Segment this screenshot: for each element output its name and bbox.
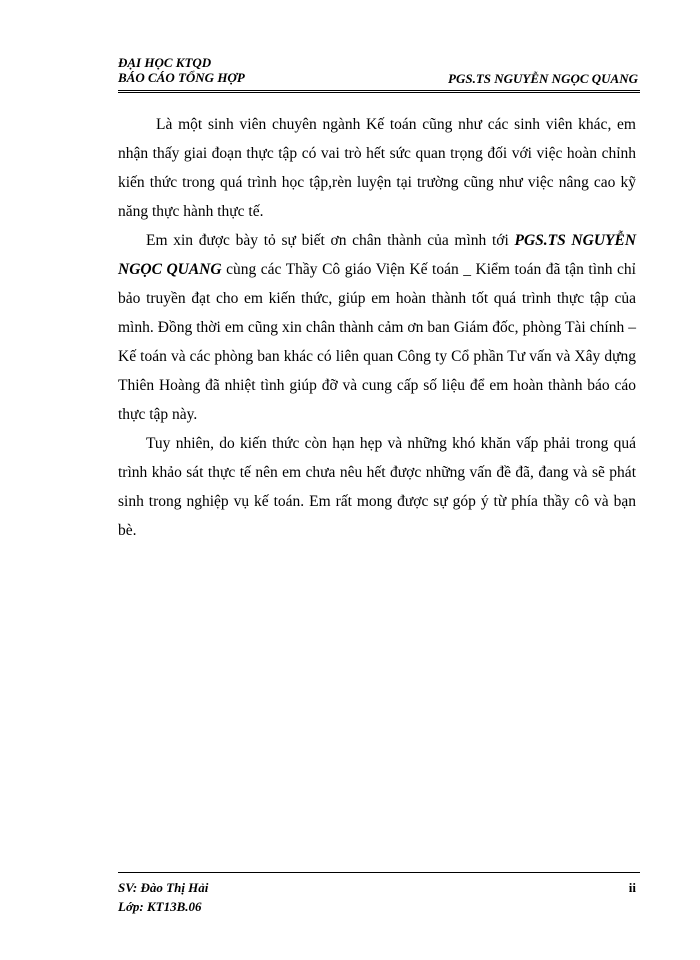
paragraph-2-intro: Em xin được bày tỏ sự biết ơn chân thành của mình tới: [146, 232, 509, 249]
header-rule: [118, 90, 640, 93]
paragraph-3: Tuy nhiên, do kiến thức còn hạn hẹp và những khó khăn vấp phải trong quá trình khảo sát thực tế nên em chưa nêu hết được những vấn đề đã, đang và sẽ phát sinh trong nghiệp vụ kế toán. Em rất mong được sự góp ý từ phía thầy cô và bạn bè.: [118, 435, 636, 539]
paragraph-1: Là một sinh viên chuyên ngành Kế toán cũng như các sinh viên khác, em nhận thấy giai đoạn thực tập có vai trò hết sức quan trọng đối với việc hoàn chỉnh kiến thức trong quá trình học tập,rèn luyện tại trường cũng như việc nâng cao kỹ năng thực hành thực tế.: [118, 116, 636, 220]
student-name: SV: Đào Thị Hải: [118, 880, 209, 895]
paragraph-2-rest: cùng các Thầy Cô giáo Viện Kế toán _ Kiểm toán đã tận tình chỉ bảo truyền đạt cho em kiến thức, giúp em hoàn thành tốt quá trình thực tập của mình. Đồng thời em cũng xin chân thành cảm ơn ban Giám đốc, phòng Tài chính – Kế toán và các phòng ban khác có liên quan Công ty Cổ phần Tư vấn và Xây dựng Thiên Hoàng đã nhiệt tình giúp đỡ và cung cấp số liệu để em hoàn thành báo cáo thực tập này.: [118, 261, 636, 423]
report-type: BÁO CÁO TỔNG HỢP: [118, 70, 245, 85]
acknowledgement-body: [118, 110, 636, 545]
page-footer: [118, 878, 640, 916]
page-number: ii: [628, 880, 636, 895]
advisor-name: PGS.TS NGUYỄN NGỌC QUANG: [448, 71, 638, 86]
footer-rule: [118, 872, 640, 873]
university-name: ĐẠI HỌC KTQD: [118, 55, 212, 70]
paragraph-2: [118, 226, 636, 429]
advisor-mention: PGS.TS NGUYỄN NGỌC QUANG: [118, 232, 637, 278]
page-header: [118, 55, 640, 89]
student-class: Lớp: KT13B.06: [118, 899, 202, 914]
